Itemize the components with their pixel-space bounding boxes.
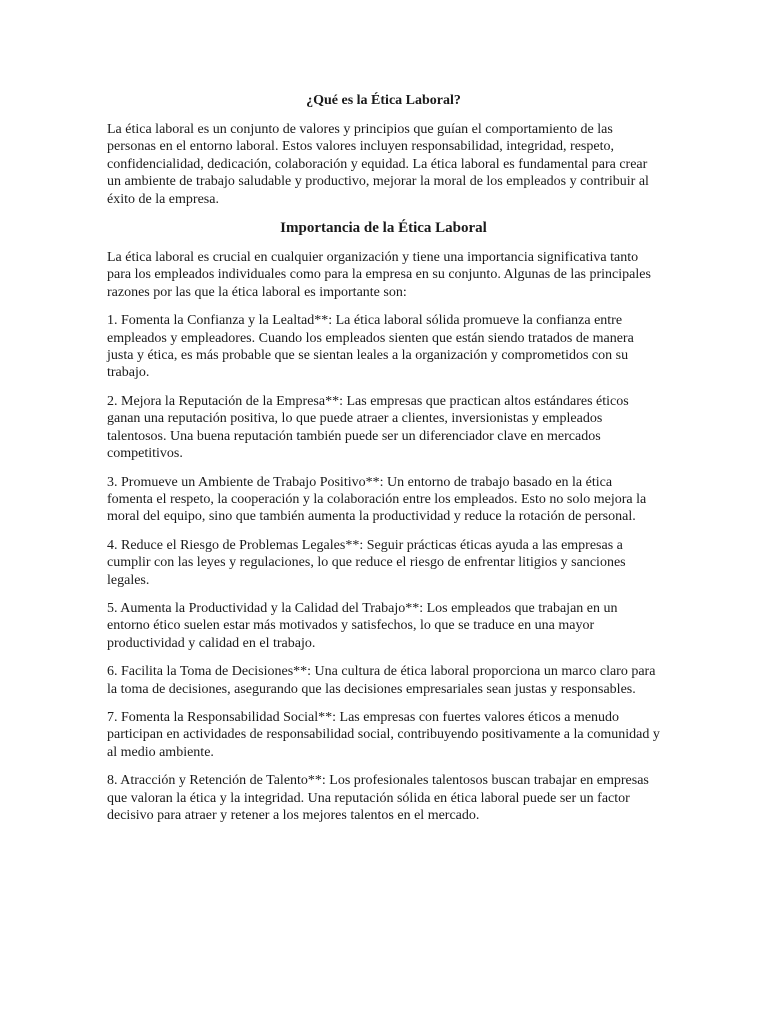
section-title: Importancia de la Ética Laboral — [280, 220, 487, 237]
list-item-5: 5. Aumenta la Productividad y la Calidad del Trabajo**: Los empleados que trabajan en un entorno ético suelen estar más motivados y satisfechos, lo que se traduce en una mayor productividad y calidad en el trabajo. — [107, 600, 618, 651]
document-title: ¿Qué es la Ética Laboral? — [306, 93, 461, 108]
list-item-6: 6. Facilita la Toma de Decisiones**: Una cultura de ética laboral proporciona un marco claro para la toma de decisiones, asegurando que las decisiones empresariales sean justas y responsables. — [107, 664, 656, 697]
list-item-4: 4. Reduce el Riesgo de Problemas Legales**: Seguir prácticas éticas ayuda a las empresas a cumplir con las leyes y regulaciones, lo que reduce el riesgo de enfrentar litigios y sanciones legales. — [107, 537, 626, 588]
list-item-8: 8. Atracción y Retención de Talento**: Los profesionales talentosos buscan trabajar en empresas que valoran la ética y la integridad. Una reputación sólida en ética laboral puede ser un factor decisivo para atraer y retener a los mejores talentos en el mercado. — [107, 773, 649, 823]
intro-paragraph: La ética laboral es un conjunto de valores y principios que guían el comportamiento de las personas en el entorno laboral. Estos valores incluyen responsabilidad, integridad, respeto, confidencialidad, dedicación, colaboración y equidad. La ética laboral es fundamental para crear un ambiente de trabajo saludable y productivo, mejorar la moral de los empleados y contribuir al éxito de la empresa. — [107, 122, 649, 207]
list-item-7: 7. Fomenta la Responsabilidad Social**: Las empresas con fuertes valores éticos a menudo participan en actividades de responsabilidad social, contribuyendo positivamente a la comunidad y al medio ambiente. — [107, 709, 660, 760]
list-item-3: 3. Promueve un Ambiente de Trabajo Positivo**: Un entorno de trabajo basado en la ética fomenta el respeto, la cooperación y la colaboración entre los empleados. Esto no solo mejora la moral del equipo, sino que también aumenta la productividad y reduce la rotación de personal. — [107, 474, 647, 525]
section-intro-paragraph: La ética laboral es crucial en cualquier organización y tiene una importancia significativa tanto para los empleados individuales como para la empresa en su conjunto. Algunas de las principales razones por las que la ética laboral es importante son: — [107, 250, 651, 300]
list-item-2: 2. Mejora la Reputación de la Empresa**: Las empresas que practican altos estándares éticos ganan una reputación positiva, lo que puede atraer a clientes, inversionistas y empleados talentosos. Una buena reputación también puede ser un diferenciador clave en mercados competitivos. — [107, 393, 629, 462]
document-page — [107, 92, 660, 835]
list-item-1: 1. Fomenta la Confianza y la Lealtad**: La ética laboral sólida promueve la confianza entre empleados y empleadores. Cuando los empleados sienten que están siendo tratados de manera justa y ética, es más probable que se sientan leales a la organización y comprometidos con su trabajo. — [107, 313, 634, 381]
